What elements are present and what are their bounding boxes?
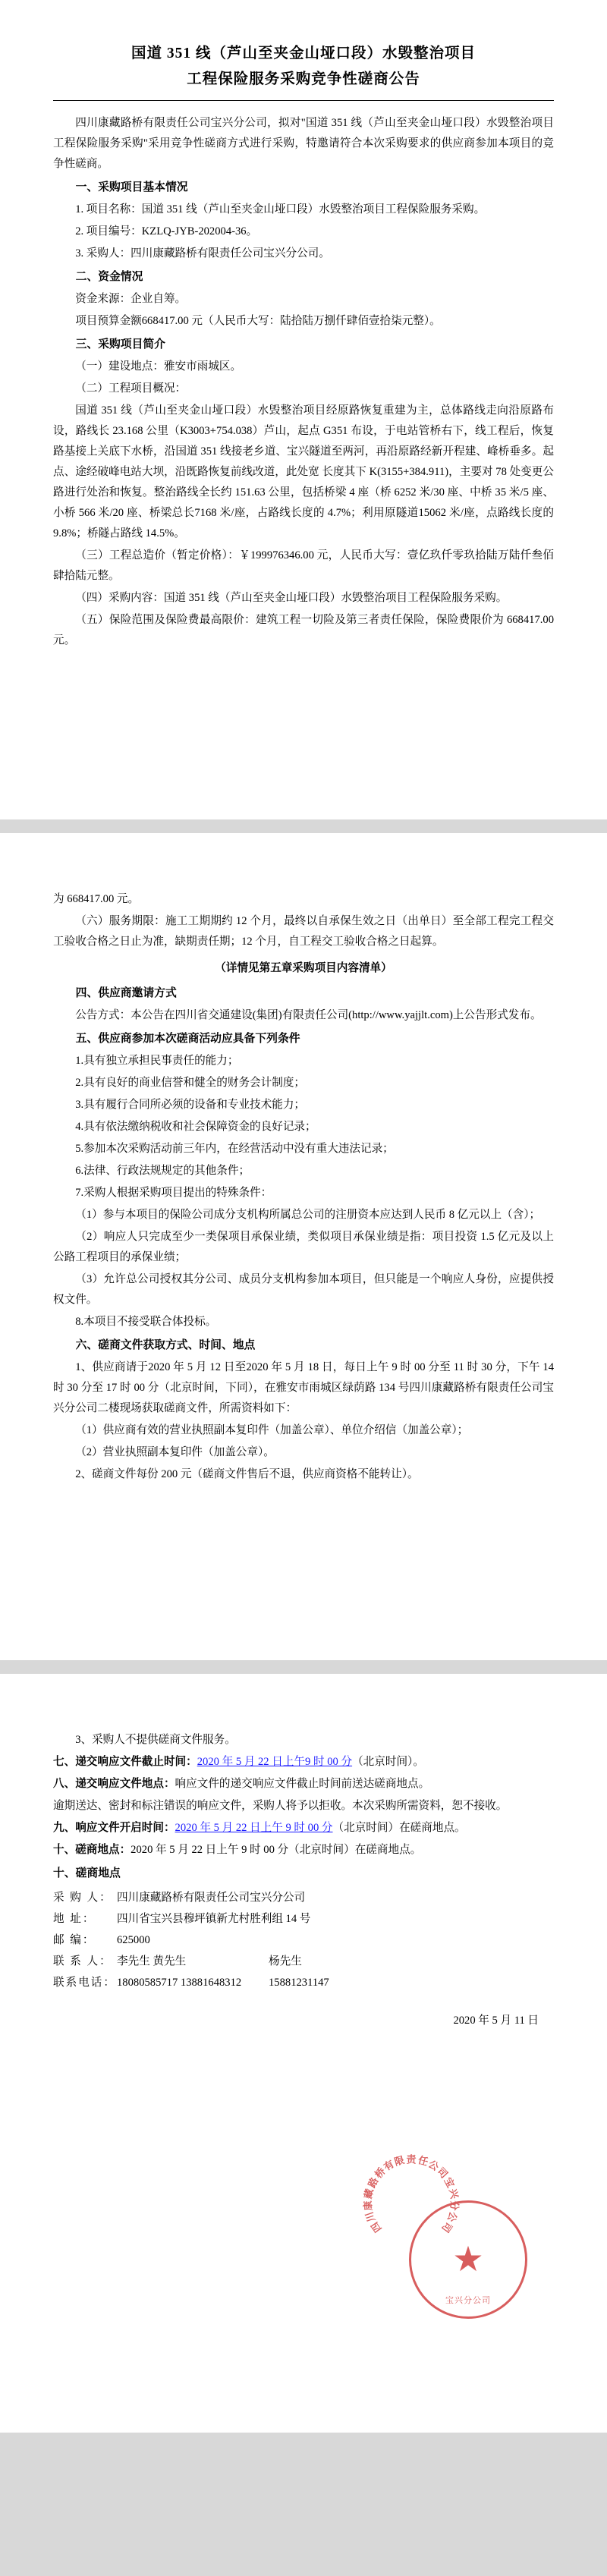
section-7-line: 七、递交响应文件截止时间：2020 年 5 月 22 日上午9 时 00 分（北京时间）。: [53, 1756, 424, 1768]
section-heading-11: 十、磋商地点: [53, 1867, 121, 1879]
section-5-para-6: 6.法律、行政法规规定的其他条件；: [75, 1165, 250, 1177]
section-5-para-4: 4.具有依法缴纳税收和社会保障资金的良好记录；: [75, 1121, 316, 1133]
contact-value: 625000: [117, 1934, 150, 1946]
contact-value: 四川康藏路桥有限责任公司宝兴分公司: [117, 1892, 306, 1904]
section-5-para-9: （2）响应人只完成至少一类保项目承保业绩，类似项目承保业绩是指：项目投资 1.5 亿元及以上公路工程项目的承保业绩；: [53, 1231, 554, 1263]
section-9-line: 九、响应文件开启时间：2020 年 5 月 22 日上午 9 时 00 分（北京时间）在磋商地点。: [53, 1822, 466, 1834]
contact-value-extra: 15881231147: [269, 1977, 329, 1989]
section-3-para-3: 国道 351 线（芦山至夹金山垭口段）水毁整治项目经原路恢复重建为主，总体路线走向沿原路布设，路线长 23.168 公里（K3003+754.038）芦山，起点 G351 布设，于电站管桥右下，线工程后，恢复路基接上关底下水桥，沿国道 351 线接老乡道、宝兴隧道至两河，再沿原路经新开程建、峰桥垂多。起点、途经破峰电站大坝，沿既路恢复前线改道，此处宽 长度其下 K(3155+384.911)，主要对 78 处变更公路进行处治和恢复。整治路线全长约 151.63 公里，包括桥梁 4 座（桥 6252 米/30 座、中桥 35 米/5 座、小桥 566 米/20 座、桥梁总长7168 米/座，占路线长度的 4.7%；利用原隧道15062 米/座，点路线长度的 9.8%；桥隧占路线 14.5%。: [53, 404, 554, 539]
contact-row: [53, 1887, 554, 1908]
bid-location-value: 2020 年 5 月 22 日上午 9 时 00 分（北京时间）在磋商地点。: [131, 1844, 422, 1856]
section-heading-6: 六、磋商文件获取方式、时间、地点: [75, 1339, 256, 1351]
section-6-para-5: 3、采购人不提供磋商文件服务。: [75, 1734, 236, 1746]
section-2-para-1: 资金来源：企业自筹。: [75, 293, 187, 305]
contact-value-extra: 杨先生: [269, 1955, 302, 1967]
section-3-para-5: （四）采购内容：国道 351 线（芦山至夹金山垭口段）水毁整治项目工程保险服务采购。: [75, 592, 508, 604]
title-line-2: 工程保险服务采购竞争性磋商公告: [187, 71, 420, 87]
contact-block: [53, 1887, 554, 1993]
section-6-para-3: （2）营业执照副本复印件（加盖公章）。: [75, 1446, 275, 1458]
section-5-para-5: 5.参加本次采购活动前三年内，在经营活动中没有重大违法记录；: [75, 1143, 394, 1155]
section-heading-4: 四、供应商邀请方式: [75, 987, 177, 999]
section-heading-2: 二、资金情况: [75, 271, 143, 283]
contact-value: 18080585717 13881648312: [117, 1977, 242, 1989]
section-5-para-2: 2.具有良好的商业信誉和健全的财务会计制度；: [75, 1077, 306, 1089]
contact-value: 四川省宝兴县穆坪镇新尤村胜利组 14 号: [117, 1913, 311, 1925]
section-2-para-2: 项目预算金额668417.00 元（人民币大写：陆拾陆万捌仟肆佰壹拾柒元整）。: [75, 315, 441, 327]
contact-label: 邮 编：: [53, 1934, 96, 1946]
title-divider: [53, 100, 554, 101]
document-page-3: [0, 1674, 607, 2433]
submit-deadline-value: 2020 年 5 月 22 日上午9 时 00 分: [197, 1756, 353, 1768]
seal-bottom-text: 宝兴分公司: [445, 2296, 491, 2305]
section-5-para-7: 7.采购人根据采购项目提出的特殊条件：: [75, 1187, 272, 1199]
section-4-para-1: 公告方式：本公告在四川省交通建设(集团)有限责任公司(http://www.yajjlt.com)上公告形式发布。: [75, 1009, 542, 1021]
page-gap-1: [0, 819, 607, 833]
section-5-para-10: （3）允许总公司授权其分公司、成员分支机构参加本项目，但只能是一个响应人身份，应提供授权文件。: [53, 1273, 554, 1306]
section-heading-5: 五、供应商参加本次磋商活动应具备下列条件: [75, 1033, 300, 1045]
page-gap-2: [0, 1660, 607, 1674]
section-5-para-1: 1.具有独立承担民事责任的能力；: [75, 1055, 239, 1067]
section-1-para-3: 3. 采购人：四川康藏路桥有限责任公司宝兴分公司。: [75, 247, 330, 259]
section-6-para-2: （1）供应商有效的营业执照副本复印件（加盖公章）、单位介绍信（加盖公章）；: [75, 1424, 469, 1436]
intro-paragraph: 四川康藏路桥有限责任公司宝兴分公司，拟对"国道 351 线（芦山至夹金山垭口段）水毁整治项目工程保险服务采购"采用竞争性磋商方式进行采购，特邀请符合本次采购要求的供应商参加本项目的竞争性磋商。: [53, 117, 554, 170]
title-line-1: 国道 351 线（芦山至夹金山垭口段）水毁整治项目: [131, 46, 476, 61]
section-3-para-2: （二）工程项目概况：: [75, 382, 187, 395]
section-3-para-6: （五）保险范围及保险费最高限价：建筑工程一切险及第三者责任保险，保险费限价为 668417.00 元。: [53, 614, 554, 646]
contact-row: [53, 1951, 554, 1972]
contact-row: [53, 1972, 554, 1993]
seal-star-icon: ★: [452, 2240, 484, 2279]
section-5-para-8: （1）参与本项目的保险公司成分支机构所属总公司的注册资本应达到人民币 8 亿元以上（含）；: [75, 1209, 541, 1221]
page-title: [53, 41, 554, 93]
document-page-2: [0, 833, 607, 1660]
section-5-para-3: 3.具有履行合同所必须的设备和专业技术能力；: [75, 1099, 306, 1111]
contact-label: 联 系 人：: [53, 1955, 112, 1967]
section-heading-1: 一、采购项目基本情况: [75, 181, 188, 193]
section-1-para-1: 1. 项目名称：国道 351 线（芦山至夹金山垭口段）水毁整治项目工程保险服务采购。: [75, 203, 486, 215]
contact-row: [53, 1908, 554, 1930]
section-heading-3: 三、采购项目简介: [75, 338, 165, 351]
section-8-line: 八、递交响应文件地点：响应文件的递交响应文件截止时间前送达磋商地点。: [53, 1778, 430, 1790]
section-6-para-1: 1、供应商请于2020 年 5 月 12 日至2020 年 5 月 18 日，每日上午 9 时 00 分至 11 时 30 分，下午 14 时 30 分至 17 时 00 分（北京时间，下同），在雅安市雨城区绿荫路 134 号四川康藏路桥有限责任公司宝兴分公司二楼现场获取磋商文件，所需资料如下：: [53, 1361, 554, 1414]
contact-label: 采 购 人：: [53, 1892, 112, 1904]
company-seal: [362, 2153, 527, 2319]
contact-label: 地 址：: [53, 1913, 96, 1925]
contact-value: 李先生 黄先生: [117, 1955, 187, 1967]
contact-label: 联系电话：: [53, 1977, 116, 1989]
section-6-para-4: 2、磋商文件每份 200 元（磋商文件售后不退，供应商资格不能转让）。: [75, 1468, 419, 1480]
section-3-para-1: （一）建设地点：雅安市雨城区。: [75, 360, 242, 373]
section-3-para-4: （三）工程总造价（暂定价格）：￥199976346.00 元，人民币大写：壹亿玖仟零玖拾陆万陆仟叁佰肆拾陆元整。: [53, 549, 554, 582]
section-1-para-2: 2. 项目编号：KZLQ-JYB-202004-36。: [75, 225, 258, 237]
section-10-line: 十、磋商地点：2020 年 5 月 22 日上午 9 时 00 分（北京时间）在磋商地点。: [53, 1844, 422, 1856]
open-time-value: 2020 年 5 月 22 日上午 9 时 00 分: [175, 1822, 333, 1834]
seal-ring-text: 四 川 康 藏 路 桥 有 限 责 任 公 司 宝 兴 分 公 司: [362, 2153, 461, 2235]
section-3-para-7-cont: 为 668417.00 元。: [53, 893, 140, 905]
sign-date: 2020 年 5 月 11 日: [453, 2015, 539, 2027]
detail-note: （详情见第五章采购项目内容清单）: [215, 962, 392, 974]
section-3-para-6b: （六）服务期限：施工工期期约 12 个月，最终以自承保生效之日（出单日）至全部工程完工程交工验收合格之日止为准，缺期责任期；12 个月，自工程交工验收合格之日起算。: [53, 915, 554, 948]
contact-row: [53, 1930, 554, 1951]
section-5-para-11: 8.本项目不接受联合体投标。: [75, 1316, 217, 1328]
section-8-cont: 逾期送达、密封和标注错误的响应文件，采购人将予以拒收。本次采购所需资料，恕不接收。: [53, 1800, 508, 1812]
document-page-1: [0, 0, 607, 819]
